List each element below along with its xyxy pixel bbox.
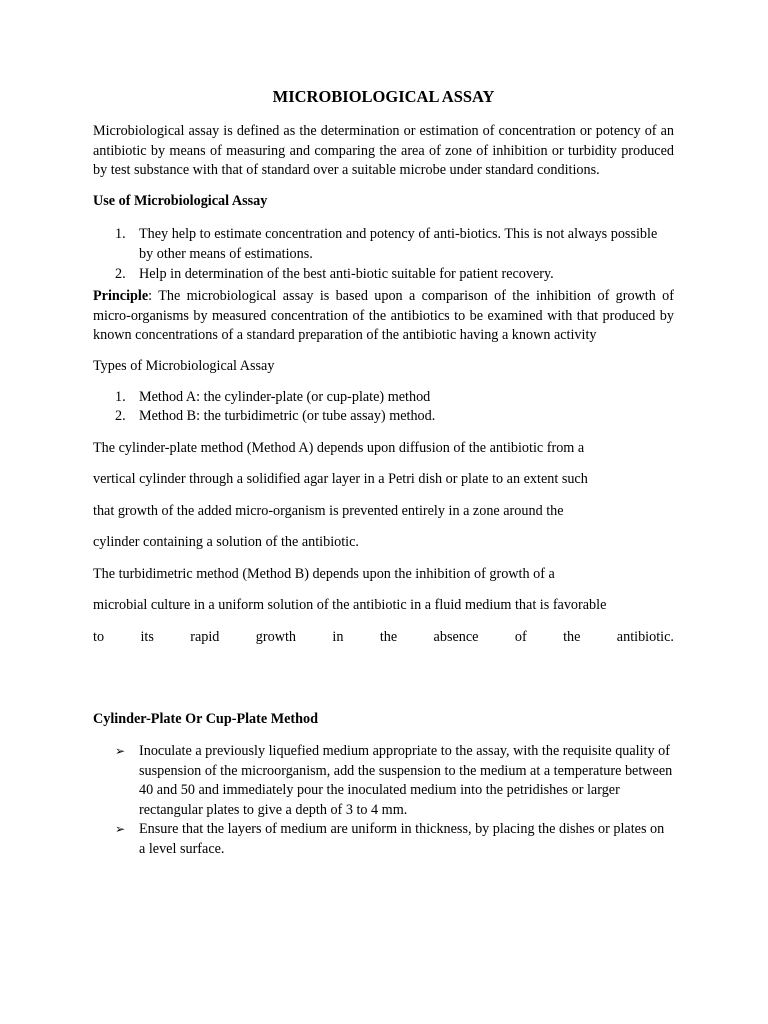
arrow-bullet-icon: ➢	[115, 822, 126, 837]
use-heading: Use of Microbiological Assay	[93, 192, 268, 209]
method-a-line: that growth of the added micro-organism is prevented entirely in a zone around the	[93, 502, 564, 519]
use-list	[93, 225, 674, 284]
principle-label: Principle	[93, 288, 149, 305]
principle-text: : The microbiological assay is based upon a comparison of the inhibition of growth of micro-organisms by measured concentration of the antibiotics to be examined with that produced by known concentrations of a standard preparation of the antibiotic having a known activity	[93, 288, 674, 344]
cylinder-step-item: ➢ Ensure that the layers of medium are uniform in thickness, by placing the dishes or plates on a level surface.	[115, 821, 665, 857]
method-b-line: The turbidimetric method (Method B) depends upon the inhibition of growth of a	[93, 565, 555, 582]
method-a-paragraph	[93, 433, 674, 559]
cylinder-heading: Cylinder-Plate Or Cup-Plate Method	[93, 711, 318, 728]
cylinder-step-item: ➢ Inoculate a previously liquefied medium appropriate to the assay, with the requisite quality of suspension of the microorganism, add the suspension to the medium at a temperature between 40 and 50 and immediately pour the inoculated medium into the petridishes or larger rectangular plates to give a depth of 3 to 4 mm.	[115, 742, 673, 818]
method-b-line: microbial culture in a uniform solution of the antibiotic in a fluid medium that is favorable	[93, 597, 607, 614]
arrow-bullet-icon: ➢	[115, 743, 126, 758]
types-list-item: 1. Method A: the cylinder-plate (or cup-plate) method	[115, 388, 431, 405]
document-title: MICROBIOLOGICAL ASSAY	[272, 87, 495, 106]
use-list-item: 1. They help to estimate concentration and potency of anti-biotics. This is not always possible by other means of estimations.	[115, 226, 658, 262]
types-list-item: 2. Method B: the turbidimetric (or tube assay) method.	[115, 408, 436, 425]
use-list-item: 2. Help in determination of the best anti-biotic suitable for patient recovery.	[115, 265, 554, 282]
method-a-line: The cylinder-plate method (Method A) depends upon diffusion of the antibiotic from a	[93, 439, 585, 456]
types-list	[93, 388, 674, 427]
method-b-last-line: to its rapid growth in the absence of the antibiotic.	[93, 628, 674, 645]
method-a-line: vertical cylinder through a solidified agar layer in a Petri dish or plate to an extent such	[93, 471, 588, 488]
types-heading: Types of Microbiological Assay	[93, 357, 275, 374]
cylinder-steps-list	[93, 742, 674, 860]
intro-paragraph: Microbiological assay is defined as the determination or estimation of concentration or potency of an antibiotic by means of measuring and comparing the area of zone of inhibition or turbidity produced by test substance with that of standard over a suitable microbe under standard conditions.	[93, 123, 674, 179]
method-b-paragraph	[93, 559, 674, 622]
document-page	[93, 86, 674, 859]
principle-paragraph	[93, 287, 674, 346]
method-a-line: cylinder containing a solution of the antibiotic.	[93, 534, 359, 551]
